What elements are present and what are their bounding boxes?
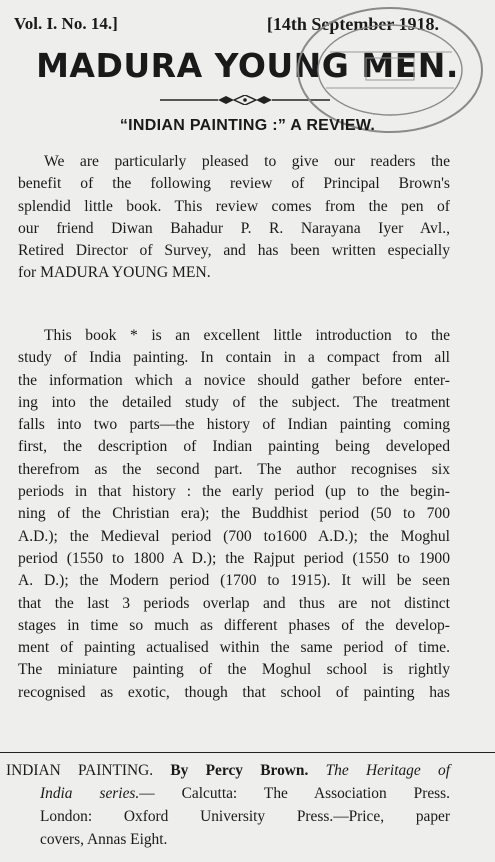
volume-number: Vol. I. No. 14.]	[14, 14, 118, 33]
book-author: By Percy Brown.	[170, 762, 309, 779]
text-line: Retired Director of Survey, and has been written especially	[18, 242, 450, 260]
text-line: ning of the Christian era); the Buddhist period (50 to 700	[18, 505, 450, 523]
text-line: first, the description of Indian painting being developed	[18, 438, 450, 456]
text-line: recognised as exotic, though that school of painting has	[18, 683, 450, 701]
masthead-top-line	[14, 14, 439, 35]
book-series-continued: India series.	[40, 785, 140, 802]
text-line: ing into the detailed study of the subject. The treatment	[18, 393, 450, 411]
footnote-divider	[0, 752, 495, 753]
text-line: We are particularly pleased to give our readers the	[44, 153, 450, 170]
text-line: periods in that history : the early period (up to the begin-	[18, 483, 450, 501]
intro-paragraph	[18, 151, 450, 285]
issue-date: [14th September 1918.	[266, 14, 439, 34]
text-line: The miniature painting of the Moghul school is rightly	[18, 661, 450, 679]
publisher-calcutta: — Calcutta: The Association Press.	[139, 785, 451, 802]
text-line: ment of painting actualised within the same period of time.	[18, 639, 450, 657]
footnote-line: covers, Annas Eight.	[40, 831, 168, 848]
text-line: falls into two parts—the history of Indian painting coming	[18, 416, 450, 434]
text-line: A. D.); the Modern period (1700 to 1915). It will be seen	[18, 572, 450, 590]
book-series: The Heritage of	[325, 762, 450, 779]
footnote-line	[6, 759, 450, 782]
review-paragraph	[18, 325, 450, 704]
text-line: A.D.); the Medieval period (700 to1600 A.D.); the Moghul	[18, 527, 450, 545]
book-title: INDIAN PAINTING.	[6, 762, 154, 779]
footnote-line: London: Oxford University Press.—Price, paper	[40, 808, 450, 825]
footnote	[6, 759, 450, 851]
ornamental-divider	[160, 95, 330, 105]
text-line: therefrom as the second part. The author recognises six	[18, 460, 450, 478]
text-line: study of India painting. In contain in a compact from all	[18, 349, 450, 367]
text-line: This book * is an excellent little introduction to the	[44, 327, 450, 344]
text-line: our friend Diwan Bahadur P. R. Narayana Iyer Avl.,	[18, 219, 450, 237]
text-line: splendid little book. This review comes from the pen of	[18, 197, 450, 215]
text-line: that the last 3 periods overlap and thus are not distinct	[18, 594, 450, 612]
text-line: stages in time so much as different phases of the develop-	[18, 616, 450, 634]
text-line: the information which a novice should gather before enter-	[18, 371, 450, 389]
article-heading: “INDIAN PAINTING :” A REVIEW.	[119, 117, 376, 134]
text-line: for MADURA YOUNG MEN.	[18, 264, 211, 282]
magazine-title: MADURA YOUNG MEN.	[36, 46, 459, 85]
text-line: benefit of the following review of Principal Brown's	[18, 175, 450, 193]
footnote-line	[6, 782, 450, 805]
text-line: period (1550 to 1800 A D.); the Rajput period (1550 to 1900	[18, 549, 450, 567]
